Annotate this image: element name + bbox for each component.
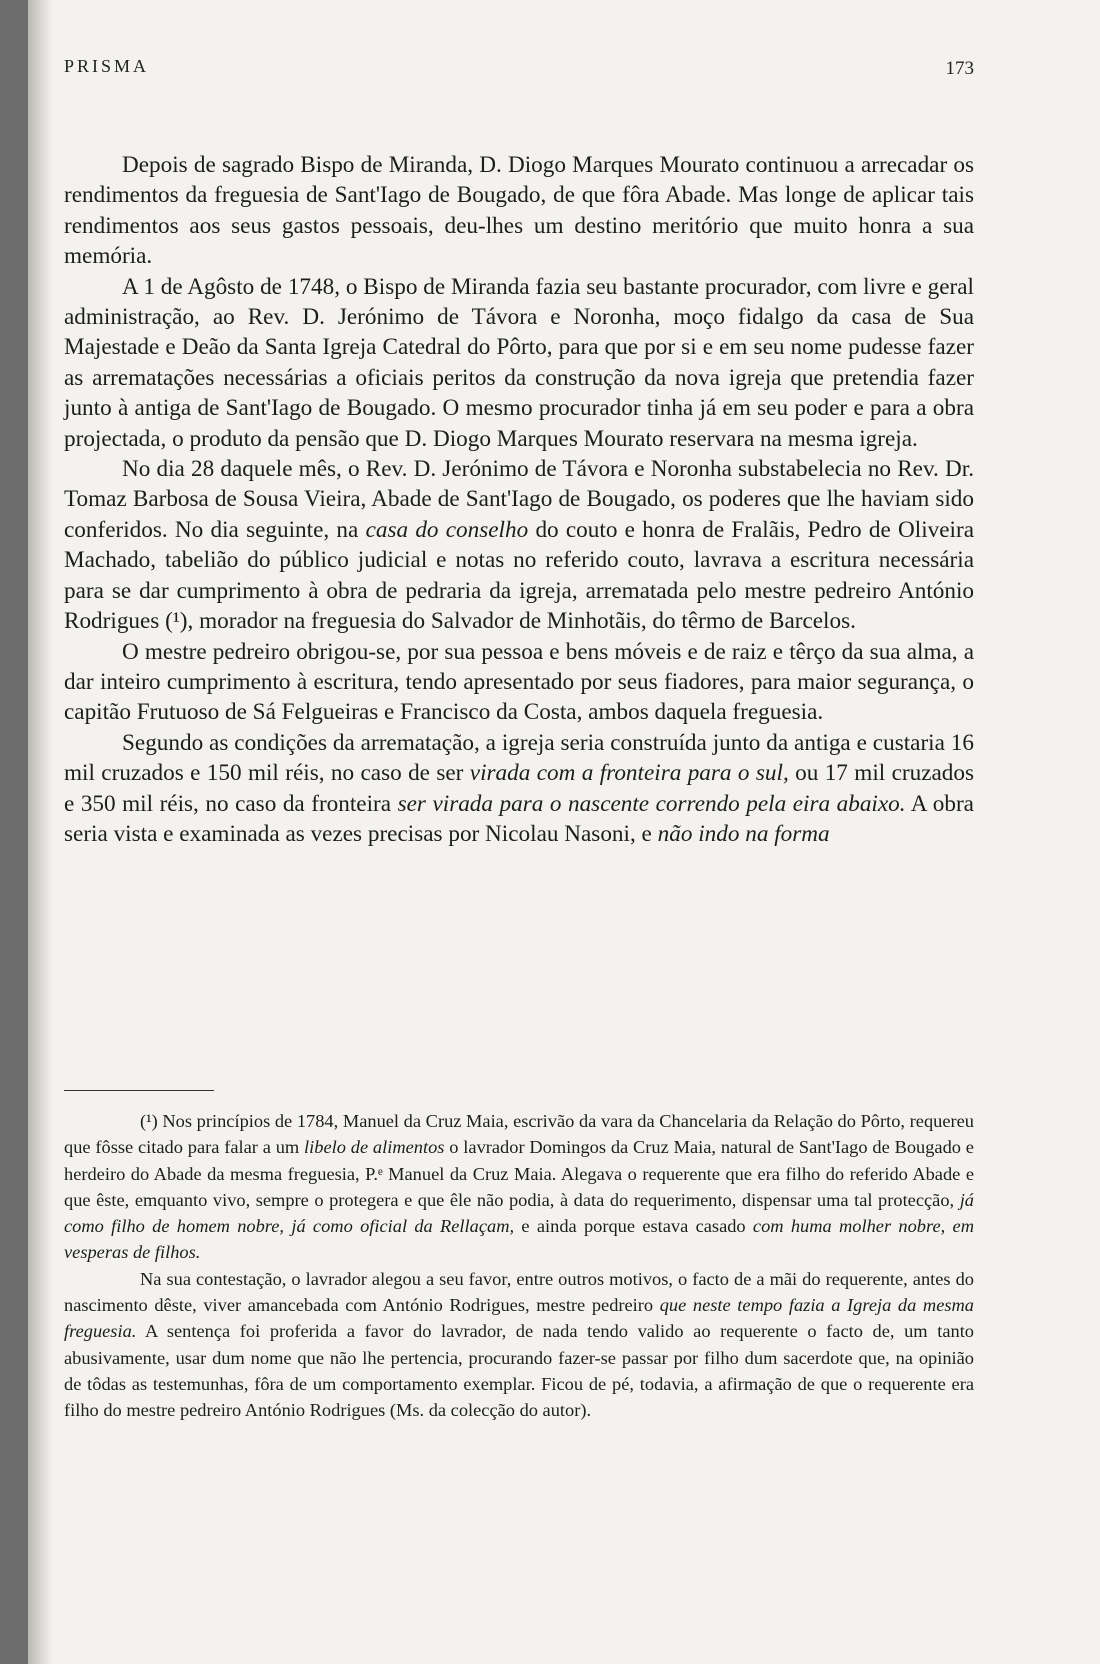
paragraph-3-italic: casa do conselho <box>365 516 529 543</box>
paragraph-4: O mestre pedreiro obrigou-se, por sua pessoa e bens móveis e de raiz e têrço da sua alma, a dar inteiro cumprimento à escritura, tendo apresentado por seus fiadores, para maior segurança, o capitão Frutuoso de Sá Felgueiras e Francisco da Costa, ambos daquela freguesia. <box>64 638 974 726</box>
paragraph-5-italic-1: virada com a fronteira para o sul, <box>469 760 789 787</box>
running-head: PRISMA <box>64 56 150 76</box>
paragraph-2: A 1 de Agôsto de 1748, o Bispo de Miranda fazia seu bastante procurador, com livre e geral administração, ao Rev. D. Jerónimo de Távora e Noronha, moço fidalgo da casa de Sua Majestade e Deão da Santa Igreja Catedral do Pôrto, para que por si e em seu nome pudesse fazer as arrematações necessárias a oficiais peritos da construção da nova igreja que pretendia fazer junto à antiga de Sant'Iago de Bougado. O mesmo procurador tinha já em seu poder e para a obra projectada, o produto da pensão que D. Diogo Marques Mourato reservara na mesma igreja. <box>64 273 974 452</box>
page-header <box>64 52 974 86</box>
footnote-1-italic-2: já como filho de homem nobre, já como oficial da Rellaçam, <box>64 1189 974 1237</box>
footnote-2-text-b: A sentença foi proferida a favor do lavrador, de nada tendo valido ao requerente o facto de, um tanto abusivamente, usar dum nome que não lhe pertencia, procurando fazer-se passar por filho dum sacerdote que, na opinião de tôdas as testemunhas, fôra de um comportamento exemplar. Ficou de pé, todavia, a afirmação de que o requerente era filho do mestre pedreiro António Rodrigues (Ms. da colecção do autor). <box>64 1321 974 1421</box>
paragraph-5-text-b: ou 17 mil cruzados e 350 mil réis, no caso da fronteira <box>64 760 975 817</box>
paragraph-5-text-c: A obra seria vista e examinada as vezes precisas por Nicolau Nasoni, e <box>64 790 974 847</box>
footnote-1-text-c: e ainda porque estava casado <box>521 1216 746 1237</box>
footnote-1-text-b: o lavrador Domingos da Cruz Maia, natural de Sant'Iago de Bougado e herdeiro do Abade da mesma freguesia, P.ᵉ Manuel da Cruz Maia. Alegava o requerente que era filho do referido Abade e que êste, emquanto vivo, sempre o protegera e que êle não podia, à data do requerimento, dispensar uma tal protecção, <box>64 1137 974 1210</box>
footnote-1 <box>64 1108 974 1266</box>
paragraph-5-italic-3: não indo na forma <box>657 820 830 847</box>
paragraph-3-text-a: No dia 28 daquele mês, o Rev. D. Jerónimo de Távora e Noronha substabelecia no Rev. Dr. Tomaz Barbosa de Sousa Vieira, Abade de Sant'Iago de Bougado, os poderes que lhe haviam sido conferidos. No dia seguinte, na <box>64 456 974 543</box>
paragraph-3-text-b: do couto e honra de Fralãis, Pedro de Oliveira Machado, tabelião do público judicial e notas no referido couto, lavrava a escritura necessária para se dar cumprimento à obra de pedraria da igreja, arrematada pelo mestre pedreiro António Rodrigues (¹), morador na freguesia do Salvador de Minhotãis, do têrmo de Barcelos. <box>64 516 975 635</box>
footnote-2-text-a: Na sua contestação, o lavrador alegou a seu favor, entre outros motivos, o facto de a mãi do requerente, antes do nascimento dêste, viver amancebada com António Rodrigues, mestre pedreiro <box>64 1268 974 1316</box>
footnotes <box>64 1108 974 1424</box>
footnote-2-italic-1: que neste tempo fazia a Igreja da mesma freguesia. <box>64 1295 974 1342</box>
footnote-1-italic-3: com huma molher nobre, em vesperas de filhos. <box>64 1216 974 1263</box>
paragraph-5 <box>64 728 974 850</box>
paragraph-3 <box>64 454 974 636</box>
book-page <box>28 0 1100 1664</box>
footnote-1-italic-1: libelo de alimentos <box>304 1137 445 1158</box>
page-number: 173 <box>945 58 974 79</box>
main-text <box>64 150 974 849</box>
page-gutter-shadow <box>28 0 52 1664</box>
paragraph-5-italic-2: ser virada para o nascente correndo pela eira abaixo. <box>397 790 906 817</box>
paragraph-1: Depois de sagrado Bispo de Miranda, D. Diogo Marques Mourato continuou a arrecadar os rendimentos da freguesia de Sant'Iago de Bougado, de que fôra Abade. Mas longe de aplicar tais rendimentos aos seus gastos pessoais, deu-lhes um destino meritório que muito honra a sua memória. <box>64 152 974 270</box>
paragraph-5-text-a: Segundo as condições da arrematação, a igreja seria construída junto da antiga e custaria 16 mil cruzados e 150 mil réis, no caso de ser <box>64 729 974 787</box>
footnote-rule <box>64 1090 214 1091</box>
footnote-1-text-a: (¹) Nos princípios de 1784, Manuel da Cruz Maia, escrivão da vara da Chancelaria da Relação do Pôrto, requereu que fôsse citado para falar a um <box>64 1111 974 1158</box>
footnote-1-continued <box>64 1266 974 1424</box>
